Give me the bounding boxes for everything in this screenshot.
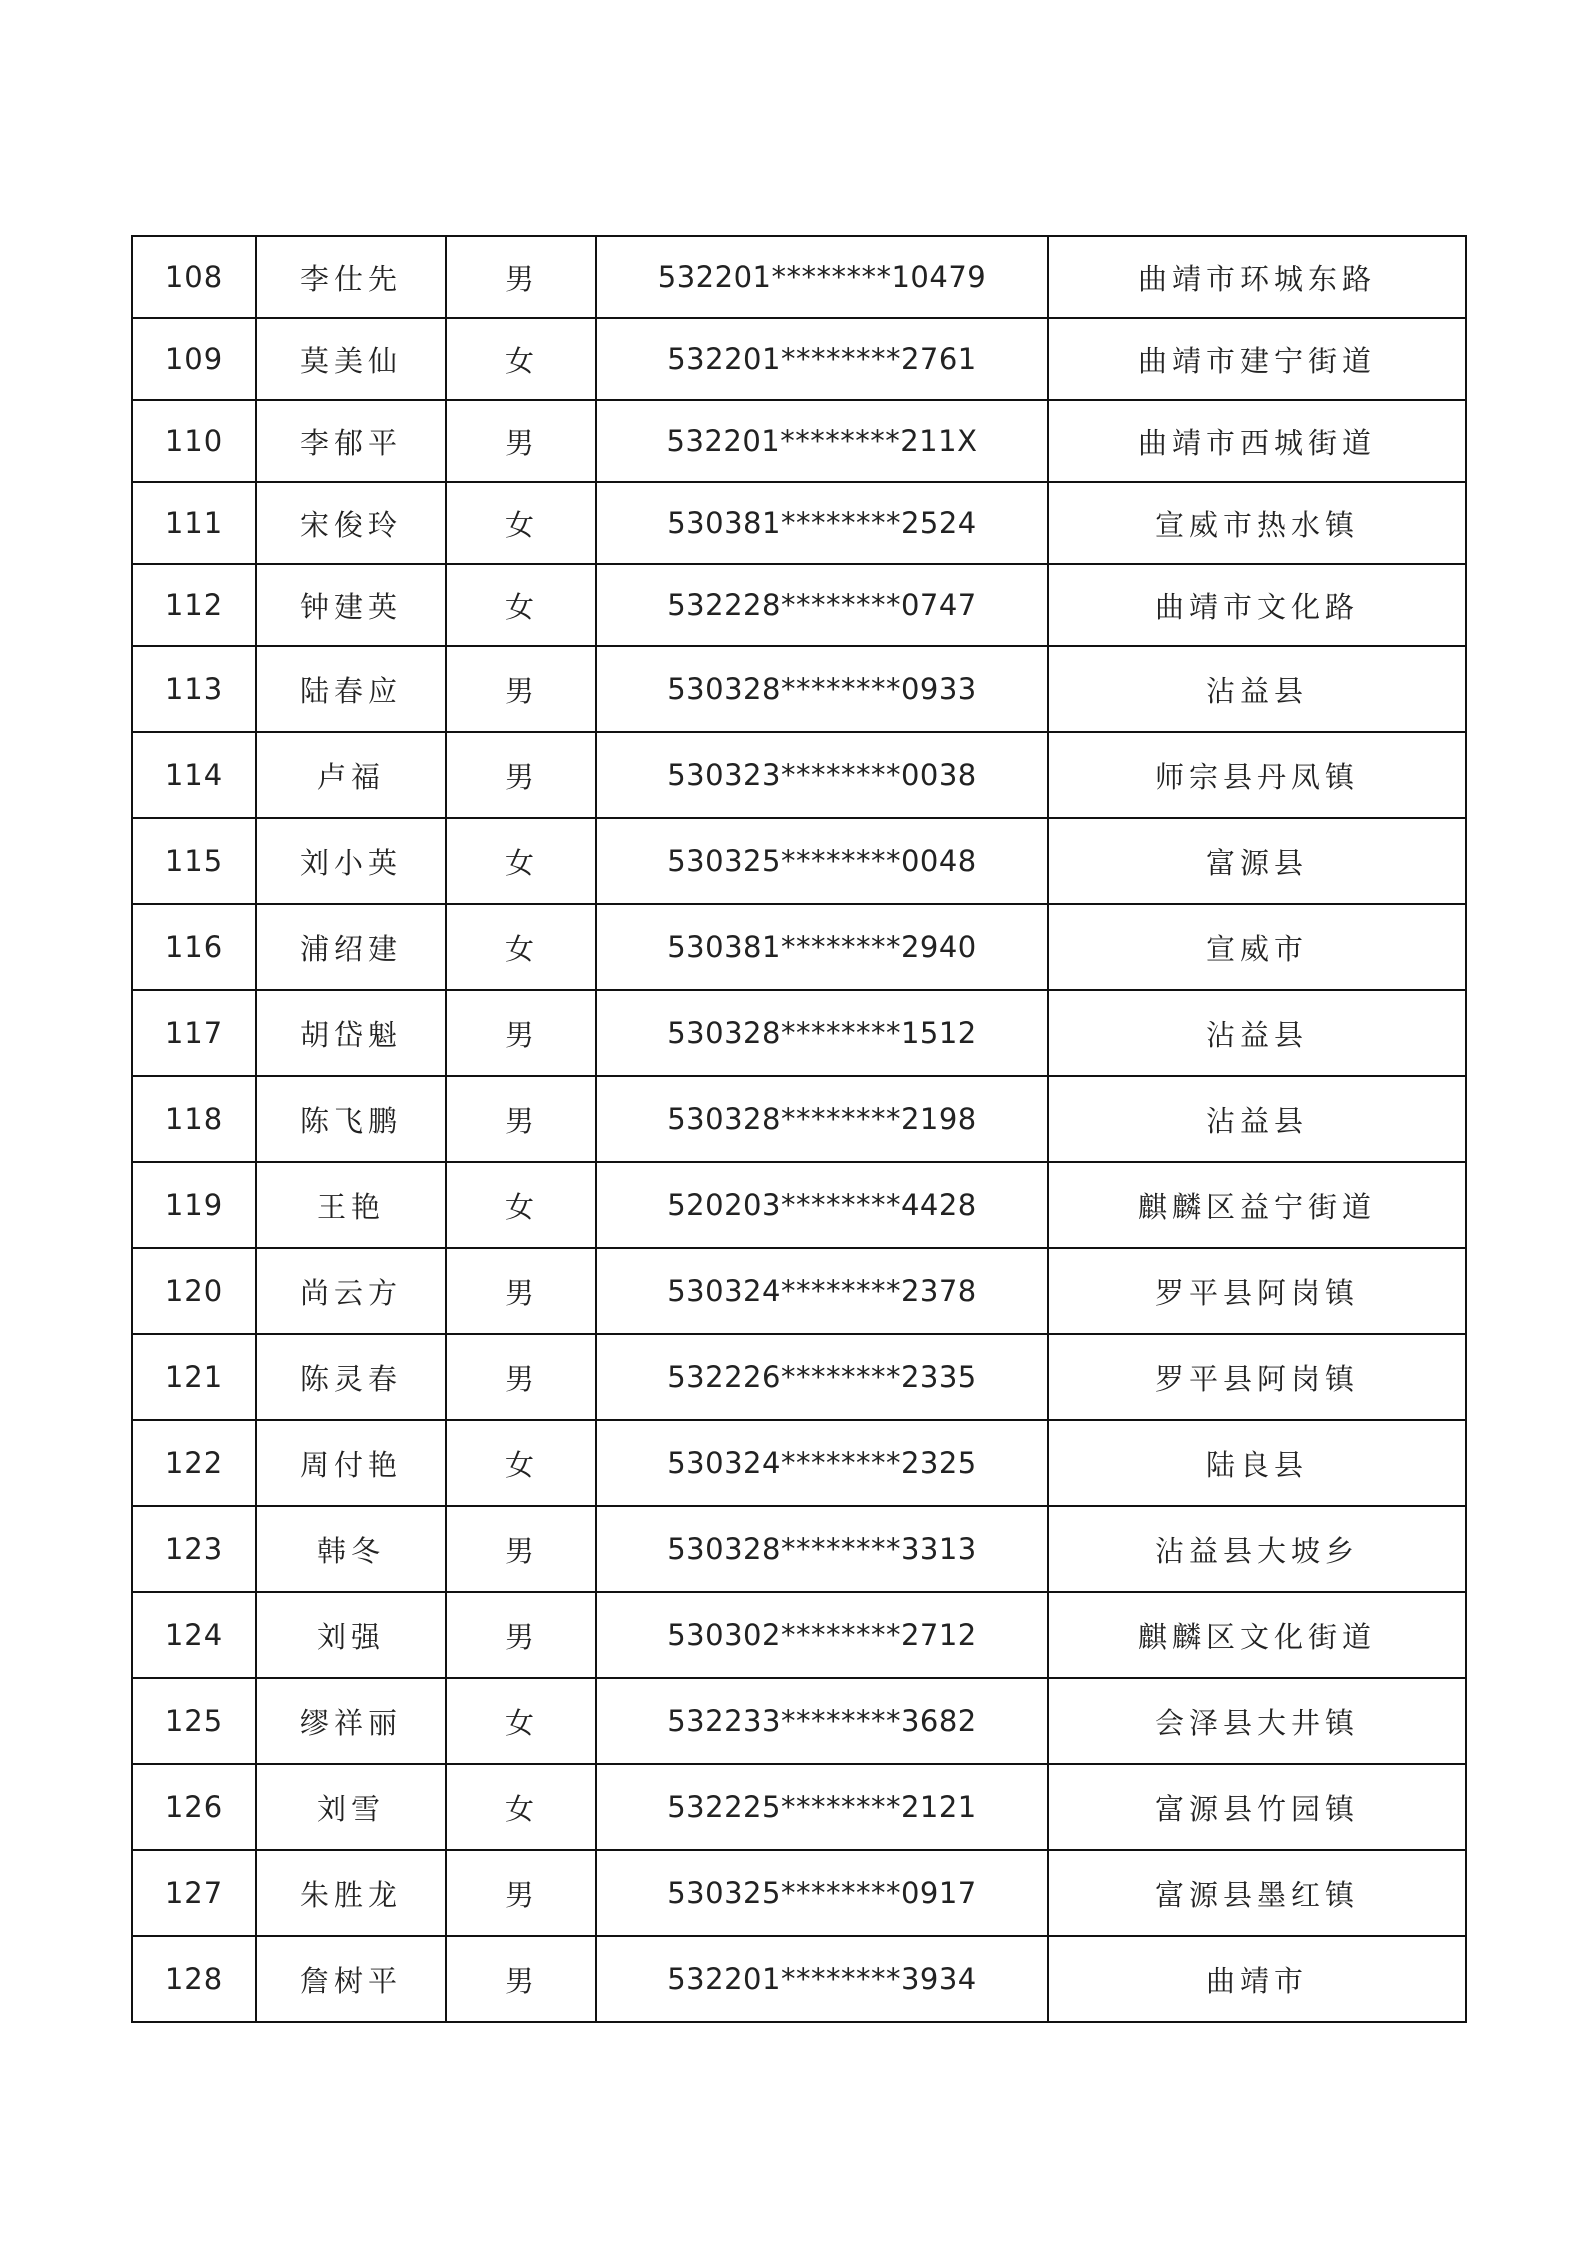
address: 师宗县丹凤镇 — [1048, 732, 1466, 818]
row-number: 118 — [132, 1076, 256, 1162]
id-number: 532201********3934 — [596, 1936, 1048, 2022]
table-row — [132, 236, 1466, 318]
person-gender: 男 — [446, 400, 596, 482]
address: 宣威市热水镇 — [1048, 482, 1466, 564]
id-number: 532226********2335 — [596, 1334, 1048, 1420]
id-number: 520203********4428 — [596, 1162, 1048, 1248]
row-number: 123 — [132, 1506, 256, 1592]
table-row — [132, 482, 1466, 564]
person-name: 陈飞鹏 — [256, 1076, 446, 1162]
table-row — [132, 732, 1466, 818]
id-number: 530381********2524 — [596, 482, 1048, 564]
address: 麒麟区文化街道 — [1048, 1592, 1466, 1678]
person-name: 缪祥丽 — [256, 1678, 446, 1764]
person-name: 胡岱魁 — [256, 990, 446, 1076]
address: 富源县墨红镇 — [1048, 1850, 1466, 1936]
row-number: 119 — [132, 1162, 256, 1248]
id-number: 530328********0933 — [596, 646, 1048, 732]
address: 曲靖市建宁街道 — [1048, 318, 1466, 400]
table-row — [132, 1678, 1466, 1764]
person-gender: 男 — [446, 646, 596, 732]
person-gender: 女 — [446, 1420, 596, 1506]
address: 曲靖市文化路 — [1048, 564, 1466, 646]
row-number: 121 — [132, 1334, 256, 1420]
table-row — [132, 1162, 1466, 1248]
person-name: 钟建英 — [256, 564, 446, 646]
person-name: 尚云方 — [256, 1248, 446, 1334]
person-name: 卢福 — [256, 732, 446, 818]
person-name: 王艳 — [256, 1162, 446, 1248]
table-row — [132, 1420, 1466, 1506]
row-number: 128 — [132, 1936, 256, 2022]
person-gender: 男 — [446, 1936, 596, 2022]
person-gender: 男 — [446, 236, 596, 318]
person-name: 刘强 — [256, 1592, 446, 1678]
table-row — [132, 818, 1466, 904]
person-name: 陆春应 — [256, 646, 446, 732]
table-row — [132, 1506, 1466, 1592]
table-row — [132, 1248, 1466, 1334]
person-gender: 男 — [446, 732, 596, 818]
person-name: 李郁平 — [256, 400, 446, 482]
id-number: 532225********2121 — [596, 1764, 1048, 1850]
person-gender: 女 — [446, 1678, 596, 1764]
address: 罗平县阿岗镇 — [1048, 1248, 1466, 1334]
address: 曲靖市环城东路 — [1048, 236, 1466, 318]
table-row — [132, 1764, 1466, 1850]
address: 麒麟区益宁街道 — [1048, 1162, 1466, 1248]
id-number: 530302********2712 — [596, 1592, 1048, 1678]
address: 曲靖市西城街道 — [1048, 400, 1466, 482]
id-number: 532233********3682 — [596, 1678, 1048, 1764]
person-gender: 男 — [446, 1248, 596, 1334]
person-name: 宋俊玲 — [256, 482, 446, 564]
id-number: 530324********2325 — [596, 1420, 1048, 1506]
id-number: 530328********1512 — [596, 990, 1048, 1076]
person-name: 陈灵春 — [256, 1334, 446, 1420]
person-gender: 男 — [446, 1592, 596, 1678]
person-name: 浦绍建 — [256, 904, 446, 990]
address: 富源县竹园镇 — [1048, 1764, 1466, 1850]
address: 沾益县 — [1048, 1076, 1466, 1162]
id-number: 530328********2198 — [596, 1076, 1048, 1162]
id-number: 530328********3313 — [596, 1506, 1048, 1592]
id-number: 530324********2378 — [596, 1248, 1048, 1334]
person-name: 周付艳 — [256, 1420, 446, 1506]
address: 沾益县 — [1048, 646, 1466, 732]
row-number: 127 — [132, 1850, 256, 1936]
id-number: 532201********2761 — [596, 318, 1048, 400]
id-number: 530325********0917 — [596, 1850, 1048, 1936]
id-number: 532228********0747 — [596, 564, 1048, 646]
table-row — [132, 564, 1466, 646]
row-number: 111 — [132, 482, 256, 564]
id-number: 532201********10479 — [596, 236, 1048, 318]
row-number: 124 — [132, 1592, 256, 1678]
person-name: 朱胜龙 — [256, 1850, 446, 1936]
person-name: 詹树平 — [256, 1936, 446, 2022]
table-row — [132, 1936, 1466, 2022]
table-row — [132, 318, 1466, 400]
row-number: 113 — [132, 646, 256, 732]
row-number: 115 — [132, 818, 256, 904]
address: 沾益县大坡乡 — [1048, 1506, 1466, 1592]
address: 会泽县大井镇 — [1048, 1678, 1466, 1764]
person-gender: 女 — [446, 564, 596, 646]
row-number: 112 — [132, 564, 256, 646]
table-row — [132, 400, 1466, 482]
address: 陆良县 — [1048, 1420, 1466, 1506]
row-number: 109 — [132, 318, 256, 400]
address: 宣威市 — [1048, 904, 1466, 990]
row-number: 114 — [132, 732, 256, 818]
roster-table — [131, 235, 1467, 2023]
table-row — [132, 1592, 1466, 1678]
person-gender: 女 — [446, 818, 596, 904]
person-gender: 男 — [446, 1506, 596, 1592]
id-number: 530323********0038 — [596, 732, 1048, 818]
person-name: 刘雪 — [256, 1764, 446, 1850]
row-number: 122 — [132, 1420, 256, 1506]
person-gender: 女 — [446, 1162, 596, 1248]
address: 曲靖市 — [1048, 1936, 1466, 2022]
table-row — [132, 1850, 1466, 1936]
person-gender: 女 — [446, 318, 596, 400]
address: 沾益县 — [1048, 990, 1466, 1076]
person-gender: 女 — [446, 904, 596, 990]
row-number: 126 — [132, 1764, 256, 1850]
person-gender: 男 — [446, 990, 596, 1076]
person-gender: 男 — [446, 1334, 596, 1420]
row-number: 116 — [132, 904, 256, 990]
person-name: 刘小英 — [256, 818, 446, 904]
row-number: 120 — [132, 1248, 256, 1334]
row-number: 117 — [132, 990, 256, 1076]
roster-table-body — [132, 236, 1466, 2022]
table-row — [132, 646, 1466, 732]
row-number: 125 — [132, 1678, 256, 1764]
address: 富源县 — [1048, 818, 1466, 904]
table-row — [132, 990, 1466, 1076]
person-gender: 女 — [446, 1764, 596, 1850]
table-row — [132, 904, 1466, 990]
row-number: 110 — [132, 400, 256, 482]
person-gender: 男 — [446, 1850, 596, 1936]
table-row — [132, 1334, 1466, 1420]
person-gender: 男 — [446, 1076, 596, 1162]
person-gender: 女 — [446, 482, 596, 564]
address: 罗平县阿岗镇 — [1048, 1334, 1466, 1420]
table-row — [132, 1076, 1466, 1162]
row-number: 108 — [132, 236, 256, 318]
id-number: 532201********211X — [596, 400, 1048, 482]
id-number: 530381********2940 — [596, 904, 1048, 990]
person-name: 韩冬 — [256, 1506, 446, 1592]
id-number: 530325********0048 — [596, 818, 1048, 904]
person-name: 莫美仙 — [256, 318, 446, 400]
person-name: 李仕先 — [256, 236, 446, 318]
